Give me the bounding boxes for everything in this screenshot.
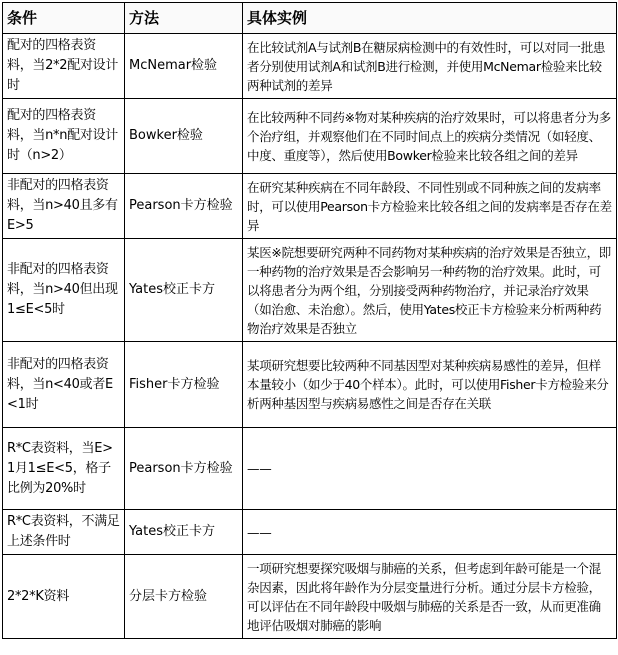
method-cell: Pearson卡方检验 bbox=[125, 174, 243, 239]
header-condition: 条件 bbox=[3, 3, 125, 34]
method-cell: 分层卡方检验 bbox=[125, 555, 243, 639]
condition-cell: 非配对的四格表资料，当n>40且多有E>5 bbox=[3, 174, 125, 239]
table-row bbox=[3, 239, 617, 342]
condition-cell: R*C表资料，当E>1月1≤E<5，格子比例为20%时 bbox=[3, 428, 125, 510]
example-cell: —— bbox=[243, 510, 617, 555]
header-method: 方法 bbox=[125, 3, 243, 34]
table-row bbox=[3, 342, 617, 428]
table-row bbox=[3, 510, 617, 555]
condition-cell: 非配对的四格表资料，当n<40或者E<1时 bbox=[3, 342, 125, 428]
example-cell: 某项研究想要比较两种不同基因型对某种疾病易感性的差异，但样本量较小（如少于40个样本）。此时，可以使用Fisher卡方检验来分析两种基因型与疾病易感性之间是否存在关联 bbox=[243, 342, 617, 428]
method-cell: Bowker检验 bbox=[125, 99, 243, 174]
condition-cell: 非配对的四格表资料，当n>40但出现1≤E<5时 bbox=[3, 239, 125, 342]
example-cell: 一项研究想要探究吸烟与肺癌的关系，但考虑到年龄可能是一个混杂因素，因此将年龄作为分层变量进行分析。通过分层卡方检验，可以评估在不同年龄段中吸烟与肺癌的关系是否一致，从而更准确地评估吸烟对肺癌的影响 bbox=[243, 555, 617, 639]
method-cell: Pearson卡方检验 bbox=[125, 428, 243, 510]
condition-cell: 配对的四格表资料，当n*n配对设计时（n>2） bbox=[3, 99, 125, 174]
example-cell: —— bbox=[243, 428, 617, 510]
table-row bbox=[3, 555, 617, 639]
example-cell: 在比较两种不同药※物对某种疾病的治疗效果时，可以将患者分为多个治疗组，并观察他们在不同时间点上的疾病分类情况（如轻度、中度、重度等），然后使用Bowker检验来比较各组之间的差异 bbox=[243, 99, 617, 174]
condition-cell: 2*2*K资料 bbox=[3, 555, 125, 639]
method-cell: Yates校正卡方 bbox=[125, 510, 243, 555]
method-cell: Yates校正卡方 bbox=[125, 239, 243, 342]
example-cell: 某医※院想要研究两种不同药物对某种疾病的治疗效果是否独立，即一种药物的治疗效果是否会影响另一种药物的治疗效果。此时，可以将患者分为两个组，分别接受两种药物治疗，并记录治疗效果（如治愈、未治愈）。然后，使用Yates校正卡方检验来分析两种药物治疗效果是否独立 bbox=[243, 239, 617, 342]
table-row bbox=[3, 428, 617, 510]
condition-cell: 配对的四格表资料，当2*2配对设计时 bbox=[3, 34, 125, 99]
table-row bbox=[3, 34, 617, 99]
example-cell: 在比较试剂A与试剂B在糖尿病检测中的有效性时，可以对同一批患者分别使用试剂A和试剂B进行检测，并使用McNemar检验来比较两种试剂的差异 bbox=[243, 34, 617, 99]
example-cell: 在研究某种疾病在不同年龄段、不同性别或不同种族之间的发病率时，可以使用Pearson卡方检验来比较各组之间的发病率是否存在差异 bbox=[243, 174, 617, 239]
table-row bbox=[3, 99, 617, 174]
method-cell: Fisher卡方检验 bbox=[125, 342, 243, 428]
header-row bbox=[3, 3, 617, 34]
header-example: 具体实例 bbox=[243, 3, 617, 34]
condition-cell: R*C表资料，不满足上述条件时 bbox=[3, 510, 125, 555]
table-row bbox=[3, 174, 617, 239]
method-cell: McNemar检验 bbox=[125, 34, 243, 99]
methods-table bbox=[2, 2, 617, 639]
